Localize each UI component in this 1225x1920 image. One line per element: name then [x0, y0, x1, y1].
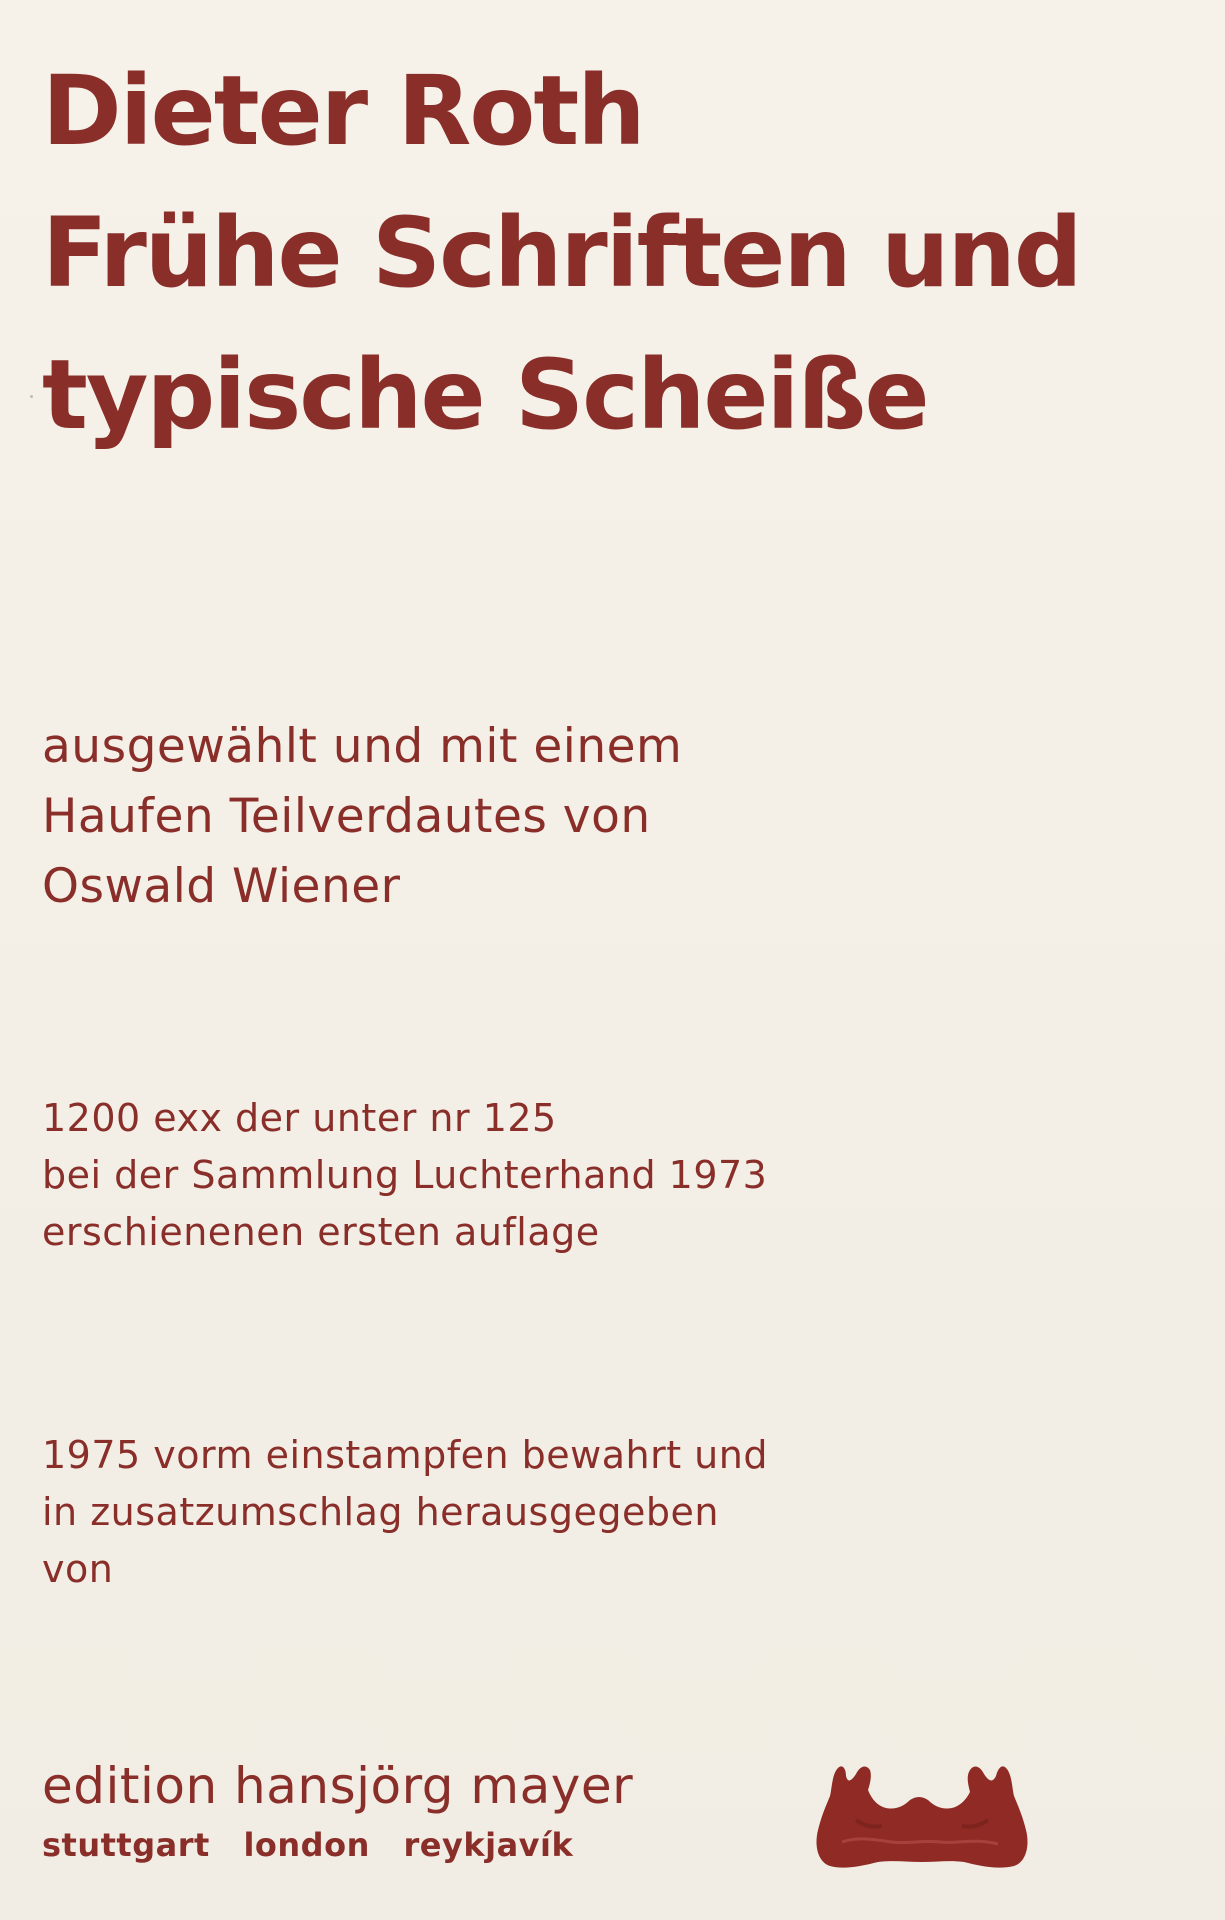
publisher-cities: stuttgart london reykjavík	[42, 1826, 574, 1864]
rescue-note	[42, 1427, 768, 1598]
edition-line-2: bei der Sammlung Luchterhand 1973	[42, 1153, 768, 1197]
edition-note	[42, 1090, 767, 1261]
title-line-2: typische Scheiße	[42, 339, 928, 451]
publisher-name: edition hansjörg mayer	[42, 1757, 634, 1815]
paper-speck	[30, 395, 33, 398]
author-title-block	[42, 40, 1081, 466]
title-line-1: Frühe Schriften und	[42, 197, 1081, 309]
editor-line-2: Haufen Teilverdautes von	[42, 789, 651, 844]
author-name: Dieter Roth	[42, 55, 644, 167]
editor-line-3: Oswald Wiener	[42, 859, 401, 914]
edition-line-1: 1200 exx der unter nr 125	[42, 1096, 557, 1140]
publisher-logo-icon	[812, 1750, 1030, 1872]
rescue-line-2: in zusatzumschlag herausgegeben	[42, 1490, 719, 1534]
rescue-line-1: 1975 vorm einstampfen bewahrt und	[42, 1433, 768, 1477]
editor-credit	[42, 712, 682, 922]
edition-line-3: erschienenen ersten auflage	[42, 1210, 600, 1254]
editor-line-1: ausgewählt und mit einem	[42, 719, 683, 774]
rescue-line-3: von	[42, 1547, 114, 1591]
